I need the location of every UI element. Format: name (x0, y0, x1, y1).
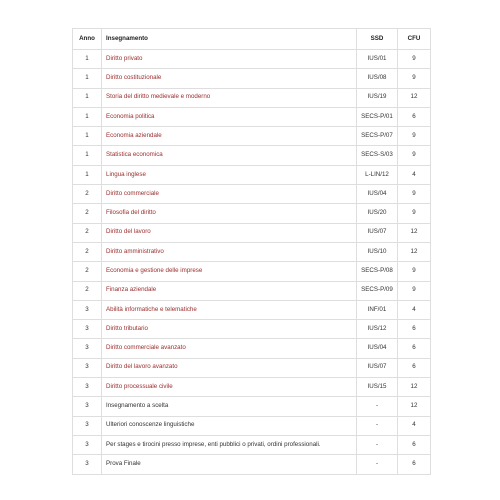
table-row (73, 204, 431, 223)
course-link[interactable]: Diritto processuale civile (106, 382, 173, 390)
cell-cfu: 6 (398, 455, 431, 474)
cell-ssd: IUS/07 (357, 358, 398, 377)
course-link[interactable]: Diritto tributario (106, 324, 148, 332)
cell-anno: 2 (73, 242, 102, 261)
cell-anno: 1 (73, 50, 102, 69)
cell-ssd: SECS-P/09 (357, 281, 398, 300)
cell-insegnamento (102, 88, 357, 107)
cell-cfu: 6 (398, 339, 431, 358)
cell-insegnamento (102, 435, 357, 454)
cell-anno: 3 (73, 378, 102, 397)
courses-table (72, 28, 431, 475)
cell-insegnamento (102, 416, 357, 435)
table-row (73, 397, 431, 416)
cell-insegnamento (102, 281, 357, 300)
cell-cfu: 12 (398, 223, 431, 242)
cell-ssd: IUS/15 (357, 378, 398, 397)
table-row (73, 320, 431, 339)
course-link[interactable]: Diritto commerciale (106, 189, 159, 197)
table-header (73, 29, 431, 50)
cell-anno: 1 (73, 127, 102, 146)
cell-anno: 2 (73, 204, 102, 223)
cell-insegnamento (102, 107, 357, 126)
cell-anno: 1 (73, 146, 102, 165)
cell-anno: 2 (73, 281, 102, 300)
table-row (73, 88, 431, 107)
course-link[interactable]: Diritto costituzionale (106, 74, 162, 82)
table-row (73, 50, 431, 69)
cell-cfu: 6 (398, 320, 431, 339)
cell-anno: 2 (73, 223, 102, 242)
cell-anno: 3 (73, 455, 102, 474)
cell-ssd: SECS-P/01 (357, 107, 398, 126)
cell-insegnamento (102, 185, 357, 204)
cell-anno: 1 (73, 107, 102, 126)
cell-ssd: SECS-S/03 (357, 146, 398, 165)
cell-cfu: 6 (398, 435, 431, 454)
cell-cfu: 6 (398, 358, 431, 377)
table-row (73, 358, 431, 377)
cell-ssd: SECS-P/08 (357, 262, 398, 281)
column-header-ssd: SSD (357, 29, 398, 50)
cell-cfu: 12 (398, 378, 431, 397)
course-name: Ulteriori conoscenze linguistiche (106, 421, 195, 429)
cell-cfu: 9 (398, 146, 431, 165)
table-row (73, 69, 431, 88)
table-row (73, 416, 431, 435)
course-name: Insegnamento a scelta (106, 402, 169, 410)
table-row (73, 435, 431, 454)
cell-anno: 2 (73, 262, 102, 281)
table-row (73, 339, 431, 358)
cell-insegnamento (102, 223, 357, 242)
cell-insegnamento (102, 300, 357, 319)
cell-ssd: - (357, 455, 398, 474)
column-header-anno: Anno (73, 29, 102, 50)
course-link[interactable]: Lingua inglese (106, 170, 146, 178)
table-row (73, 165, 431, 184)
cell-anno: 1 (73, 69, 102, 88)
cell-cfu: 9 (398, 50, 431, 69)
cell-insegnamento (102, 339, 357, 358)
cell-cfu: 12 (398, 242, 431, 261)
cell-insegnamento (102, 50, 357, 69)
cell-anno: 3 (73, 416, 102, 435)
cell-insegnamento (102, 262, 357, 281)
cell-cfu: 9 (398, 262, 431, 281)
cell-cfu: 9 (398, 69, 431, 88)
course-link[interactable]: Storia del diritto medievale e moderno (106, 93, 211, 101)
cell-cfu: 9 (398, 127, 431, 146)
table-body (73, 50, 431, 475)
table-row (73, 300, 431, 319)
cell-anno: 3 (73, 339, 102, 358)
cell-ssd: - (357, 435, 398, 454)
cell-cfu: 4 (398, 416, 431, 435)
table-row (73, 185, 431, 204)
cell-anno: 3 (73, 435, 102, 454)
course-link[interactable]: Diritto amministrativo (106, 247, 164, 255)
table-row (73, 242, 431, 261)
cell-insegnamento (102, 455, 357, 474)
table-row (73, 378, 431, 397)
course-link[interactable]: Finanza aziendale (106, 286, 157, 294)
cell-ssd: INF/01 (357, 300, 398, 319)
cell-ssd: IUS/19 (357, 88, 398, 107)
cell-cfu: 6 (398, 107, 431, 126)
cell-cfu: 12 (398, 397, 431, 416)
cell-ssd: L-LIN/12 (357, 165, 398, 184)
cell-insegnamento (102, 358, 357, 377)
cell-ssd: IUS/12 (357, 320, 398, 339)
table-row (73, 146, 431, 165)
course-link[interactable]: Economia politica (106, 112, 155, 120)
course-link[interactable]: Filosofia del diritto (106, 209, 156, 217)
cell-insegnamento (102, 146, 357, 165)
cell-insegnamento (102, 165, 357, 184)
course-link[interactable]: Diritto del lavoro avanzato (106, 363, 178, 371)
course-link[interactable]: Diritto del lavoro (106, 228, 151, 236)
cell-ssd: IUS/20 (357, 204, 398, 223)
table-row (73, 223, 431, 242)
cell-anno: 3 (73, 300, 102, 319)
course-name: Prova Finale (106, 459, 141, 467)
cell-anno: 3 (73, 358, 102, 377)
cell-cfu: 9 (398, 281, 431, 300)
cell-ssd: IUS/10 (357, 242, 398, 261)
cell-insegnamento (102, 378, 357, 397)
cell-ssd: SECS-P/07 (357, 127, 398, 146)
header-row (73, 29, 431, 50)
cell-anno: 3 (73, 320, 102, 339)
cell-anno: 2 (73, 185, 102, 204)
course-link[interactable]: Economia aziendale (106, 131, 162, 139)
cell-ssd: IUS/04 (357, 339, 398, 358)
cell-insegnamento (102, 127, 357, 146)
table-row (73, 262, 431, 281)
course-link[interactable]: Diritto commerciale avanzato (106, 344, 186, 352)
course-link[interactable]: Diritto privato (106, 54, 143, 62)
course-link[interactable]: Abilità informatiche e telematiche (106, 305, 197, 313)
table-row (73, 107, 431, 126)
cell-cfu: 12 (398, 88, 431, 107)
course-link[interactable]: Economia e gestione delle imprese (106, 267, 203, 274)
table-row (73, 281, 431, 300)
cell-anno: 3 (73, 397, 102, 416)
column-header-cfu: CFU (398, 29, 431, 50)
cell-insegnamento (102, 242, 357, 261)
cell-cfu: 9 (398, 204, 431, 223)
cell-ssd: IUS/01 (357, 50, 398, 69)
course-link[interactable]: Statistica economica (106, 151, 163, 159)
courses-table-container (72, 28, 430, 475)
cell-cfu: 9 (398, 185, 431, 204)
column-header-insegnamento: Insegnamento (102, 29, 357, 50)
cell-anno: 1 (73, 165, 102, 184)
cell-ssd: IUS/08 (357, 69, 398, 88)
cell-cfu: 4 (398, 165, 431, 184)
cell-insegnamento (102, 397, 357, 416)
table-row (73, 455, 431, 474)
cell-insegnamento (102, 320, 357, 339)
cell-ssd: IUS/07 (357, 223, 398, 242)
cell-anno: 1 (73, 88, 102, 107)
cell-ssd: IUS/04 (357, 185, 398, 204)
course-name: Per stages e tirocini presso imprese, enti pubblici o privati, ordini professionali. (106, 440, 321, 448)
cell-cfu: 4 (398, 300, 431, 319)
cell-insegnamento (102, 69, 357, 88)
cell-insegnamento (102, 204, 357, 223)
cell-ssd: - (357, 397, 398, 416)
table-row (73, 127, 431, 146)
cell-ssd: - (357, 416, 398, 435)
